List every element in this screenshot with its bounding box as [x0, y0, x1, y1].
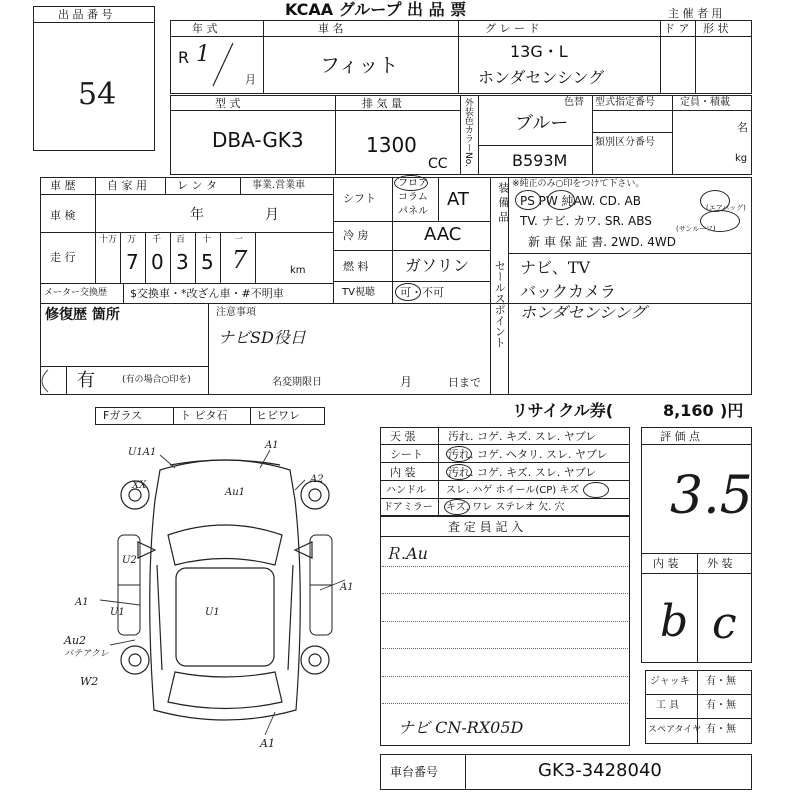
digit-label-1: 一	[234, 235, 244, 245]
interior-row-label-4: ハンドル	[386, 485, 426, 496]
weight-unit: kg	[735, 153, 748, 164]
tool-kit-value: 有・無	[706, 700, 736, 711]
repaint-label: 色替	[564, 97, 584, 108]
grade-label: グ レ ー ド	[485, 22, 540, 35]
margin-bracket	[30, 366, 54, 396]
inspector-label: 査 定 員 記 入	[448, 520, 524, 534]
equipment-label: 装 備 品	[496, 182, 510, 222]
sales-point-2: バックカメラ	[520, 282, 617, 301]
equip-ab-circle	[700, 190, 730, 212]
year-label: 年 式	[192, 22, 218, 35]
lot-number-label: 出 品 番 号	[58, 8, 113, 21]
sales-point-label: セールスポイント	[493, 260, 507, 348]
glass-front: Fガラス	[103, 409, 142, 422]
interior-grade-label: 内 装	[653, 557, 679, 570]
organizer-label: 主 催 者 用	[668, 7, 723, 20]
car-name-label: 車 名	[318, 22, 344, 35]
mileage-digit-10: 5	[201, 250, 214, 274]
mark-u2: U2	[122, 555, 137, 566]
meter-exchange-label: メーター交換歴	[44, 288, 108, 298]
diagram-mark-a1-bottom: A1	[260, 737, 275, 750]
mirror-scratch-circle	[444, 499, 470, 515]
equipment-line3: 新 車 保 証 書. 2WD. 4WD	[528, 235, 676, 249]
shift-option-column[interactable]: コラム	[398, 192, 428, 203]
meter-exchange-options: $交換車・*改ざん車・#不明車	[130, 287, 284, 300]
km-unit: km	[290, 265, 306, 276]
fuel-label: 燃 料	[343, 260, 369, 273]
interior-row-options-5: キズ. ワレ ステレオ 欠. 穴	[446, 502, 565, 513]
shift-value: AT	[447, 189, 469, 210]
repair-history-note: (有の場合○印を)	[122, 375, 191, 385]
interior-row-label-3: 内 装	[390, 466, 416, 479]
type-number-label: 型式指定番号	[595, 97, 655, 108]
aircon-value: AAC	[424, 224, 462, 245]
equip-ps-circle	[515, 190, 541, 210]
exterior-color-label: 外装色カラーNo.	[462, 98, 473, 167]
history-option-rental[interactable]: レ ン タ	[177, 179, 217, 192]
digit-label-100k: 十万	[99, 235, 118, 245]
chassis-number-value: GK3-3428040	[538, 760, 662, 781]
capacity-unit: 名	[737, 121, 748, 134]
repair-history-value: 有	[77, 370, 95, 391]
glass-chip: ト ピタ石	[180, 409, 228, 422]
grade-value-line1: 13G・L	[510, 42, 568, 61]
displacement-label: 排 気 量	[362, 97, 402, 110]
displacement-value: 1300	[366, 133, 417, 157]
tool-kit-label: 工 具	[656, 700, 680, 711]
equipment-line1: PS PW 純AW. CD. AB	[520, 194, 641, 208]
name-change-label: 名変期限日	[272, 377, 322, 388]
tool-spare-value: 有・無	[706, 724, 736, 735]
equipment-sunroof-note: (サンルーフ)	[676, 225, 716, 233]
shape-label: 形 状	[703, 22, 729, 35]
history-label: 車 歴	[50, 179, 76, 192]
digit-label-100: 百	[176, 235, 186, 245]
lot-number-value: 54	[78, 77, 117, 112]
interior-row-label-2: シート	[390, 448, 423, 461]
mark-xx: XX	[132, 480, 147, 491]
score-label: 評 価 点	[660, 430, 700, 443]
era-value: R	[178, 48, 190, 67]
capacity-label: 定員・積載	[680, 97, 730, 108]
recycle-unit: )円	[720, 401, 744, 420]
mark-u1-roof: U1	[205, 607, 220, 618]
mileage-label: 走 行	[50, 251, 76, 264]
digit-label-10k: 万	[127, 235, 137, 245]
tv-label: TV視聴	[342, 287, 375, 298]
interior-row-label-5: ドアミラー	[383, 502, 433, 513]
interior-row-options-4: スレ. ハゲ ホイール(CP) キズ	[446, 485, 580, 496]
diagram-mark-w2: W2	[80, 675, 99, 688]
interior-dirt-circle	[446, 464, 472, 480]
exterior-grade-value: c	[712, 598, 737, 649]
exterior-grade-label: 外 装	[707, 557, 733, 570]
score-value: 3.5	[670, 466, 753, 526]
sales-point-3: ホンダセンシング	[520, 303, 647, 322]
history-option-business[interactable]: 事業.営業車	[252, 180, 306, 191]
shift-floor-circle	[394, 175, 428, 191]
name-change-month: 月	[400, 375, 413, 389]
inspector-last-line: ナビ CN-RX05D	[398, 718, 524, 737]
equipment-note: ※純正のみ○印をつけて下さい。	[512, 179, 645, 189]
mark-a1-top: A1	[265, 440, 279, 451]
year-month-unit: 月	[245, 73, 256, 86]
car-name-value: フィット	[320, 53, 399, 77]
history-option-private[interactable]: 自 家 用	[107, 179, 147, 192]
equipment-line2: TV. ナビ. カワ. SR. ABS	[520, 214, 652, 228]
year-slash	[208, 40, 238, 90]
tv-yes-circle	[395, 283, 421, 301]
repair-history-label: 修復歴 箇所	[45, 307, 120, 323]
model-value: DBA-GK3	[212, 128, 304, 152]
interior-row-label-1: 天 張	[390, 430, 416, 443]
shift-option-floor[interactable]: フロア	[398, 178, 428, 189]
glass-crack: ヒビワレ	[256, 409, 300, 422]
inspector-line-1: Ｒ.Au	[385, 544, 428, 563]
color-value: ブルー	[515, 113, 569, 134]
sheet-title: KCAA グループ 出 品 票	[285, 0, 467, 19]
chassis-number-label: 車台番号	[390, 765, 439, 779]
digit-label-10: 十	[202, 235, 212, 245]
inspection-month-unit: 月	[265, 207, 279, 223]
year-value: 1	[196, 42, 210, 67]
mileage-digit-10k: 7	[126, 250, 139, 274]
handle-scratch-circle	[583, 482, 609, 498]
class-number-label: 類別区分番号	[595, 137, 655, 148]
model-label: 型 式	[215, 97, 241, 110]
interior-row-options-3: 汚れ. コゲ. キズ. スレ. ヤブレ	[448, 466, 597, 479]
cc-unit: CC	[428, 156, 448, 172]
mark-a1-left: A1	[75, 597, 89, 608]
tool-jack-label: ジャッキ	[650, 676, 690, 687]
notes-value: ナビSD役日	[218, 328, 306, 347]
mark-u1-left: U1	[110, 607, 125, 618]
shift-label: シフト	[343, 192, 376, 205]
diagram-mark-bumper: バテアクレ	[64, 649, 109, 659]
sales-point-1: ナビ、TV	[520, 258, 591, 277]
digit-label-1k: 千	[152, 235, 162, 245]
tool-jack-value: 有・無	[706, 676, 736, 687]
name-change-day: 日まで	[448, 376, 481, 389]
mark-au1: Au1	[225, 487, 246, 498]
mileage-digit-100: 3	[176, 250, 189, 274]
recycle-label: リサイクル券(	[512, 401, 614, 420]
mark-a2: A2	[310, 474, 324, 485]
tv-value: 可・不可	[400, 286, 444, 299]
inspection-label: 車 検	[50, 209, 76, 222]
notes-label: 注意事項	[216, 307, 256, 318]
interior-grade-value: b	[660, 596, 689, 647]
tool-spare-label: スペアタイヤ	[648, 725, 702, 735]
recycle-amount: 8,160	[663, 401, 714, 420]
interior-row-options-1: 汚れ. コゲ. キズ. スレ. ヤブレ	[448, 430, 597, 443]
equip-abs-circle	[700, 210, 740, 232]
shift-option-panel[interactable]: パネル	[398, 206, 428, 217]
equipment-airbag-note: (エアバッグ)	[706, 204, 746, 212]
diagram-mark-au2: Au2	[64, 634, 87, 647]
aircon-label: 冷 房	[343, 229, 369, 242]
mileage-digit-1k: 0	[151, 250, 164, 274]
door-label: ド ア	[664, 22, 690, 35]
grade-value-line2: ホンダセンシング	[478, 68, 605, 87]
mileage-digit-1: 7	[232, 246, 248, 274]
seat-dirt-circle	[446, 446, 472, 462]
fuel-value: ガソリン	[405, 256, 470, 275]
color-code-value: B593M	[512, 151, 568, 170]
mark-u1a1: U1A1	[128, 447, 157, 458]
equip-pw-circle	[547, 190, 575, 210]
inspection-year-unit: 年	[190, 207, 204, 223]
interior-row-options-2: 汚れ. コゲ. ヘタリ. スレ. ヤブレ	[448, 448, 608, 461]
mark-a1-right: A1	[340, 582, 354, 593]
